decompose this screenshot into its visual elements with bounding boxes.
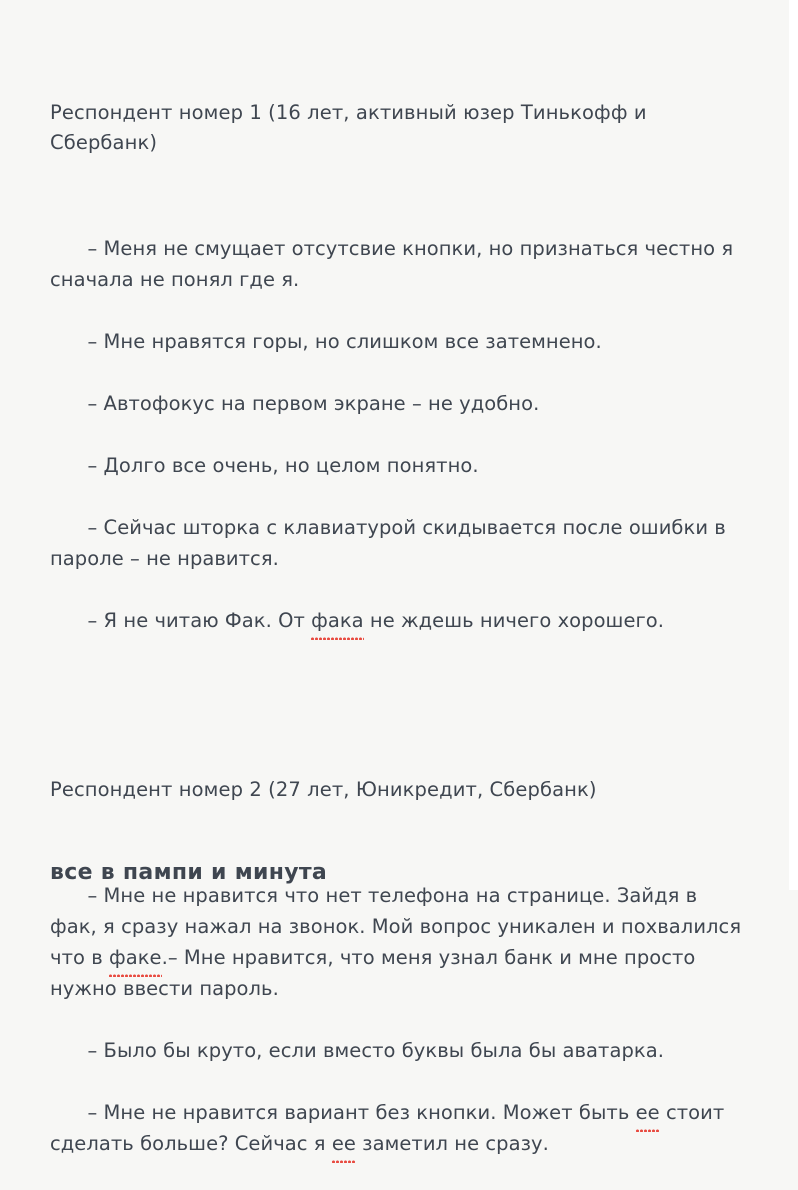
respondent-2-p1-pre: – Мне не нравится что нет телефона на странице. Зайдя в фак, я сразу нажал на звонок. Мой вопрос уникален и похвалился что в bbox=[50, 884, 748, 969]
cut-off-text-line bbox=[50, 866, 750, 892]
respondent-2-p1-post: .– Мне нравится, что меня узнал банк и мне просто нужно ввести пароль. bbox=[50, 946, 702, 1000]
respondent-2-paragraph-2: – Было бы круто, если вместо буквы была бы аватарка. bbox=[87, 1039, 664, 1062]
respondent-2-body bbox=[50, 849, 750, 1190]
respondent-2-paragraph-3 bbox=[50, 1101, 731, 1155]
respondent-2-p3-mid: стоит сделать больше? Сейчас я bbox=[50, 1101, 731, 1155]
respondent-2-heading: Респондент номер 2 (27 лет, Юникредит, Сбербанк) bbox=[50, 778, 597, 801]
respondent-1-line-1: – Меня не смущает отсутсвие кнопки, но признаться честно я сначала не понял где я. bbox=[50, 237, 740, 291]
document-content bbox=[50, 0, 750, 1190]
spellcheck-word-ee-2: ее bbox=[332, 1128, 356, 1159]
spellcheck-word-ee-1: ее bbox=[636, 1097, 660, 1128]
respondent-1-heading: Респондент номер 1 (16 лет, активный юзер Тинькофф и Сбербанк) bbox=[50, 101, 653, 154]
respondent-2-paragraph-1 bbox=[50, 884, 747, 1000]
cut-off-text: все в пампи и минута bbox=[50, 866, 328, 885]
respondent-1-body bbox=[50, 202, 750, 667]
respondent-1-line-6-pre: – Я не читаю Фак. От bbox=[87, 609, 312, 632]
respondent-1-line-6 bbox=[88, 609, 665, 632]
respondent-1-line-5: – Сейчас шторка с клавиатурой скидывается после ошибки в пароле – не нравится. bbox=[50, 516, 733, 570]
respondent-2-p3-post: заметил не сразу. bbox=[355, 1132, 549, 1155]
page-right-margin bbox=[789, 0, 798, 890]
respondent-1-line-2: – Мне нравятся горы, но слишком все затемнено. bbox=[87, 330, 602, 353]
respondent-2-p3-pre: – Мне не нравится вариант без кнопки. Может быть bbox=[87, 1101, 636, 1124]
respondent-1-line-4: – Долго все очень, но целом понятно. bbox=[87, 454, 479, 477]
respondent-1-line-6-post: не ждешь ничего хорошего. bbox=[363, 609, 665, 632]
spellcheck-word-fake: факе bbox=[109, 942, 162, 973]
spellcheck-word-faka: фака bbox=[311, 605, 364, 636]
respondent-1-line-3: – Автофокус на первом экране – не удобно. bbox=[87, 392, 540, 415]
